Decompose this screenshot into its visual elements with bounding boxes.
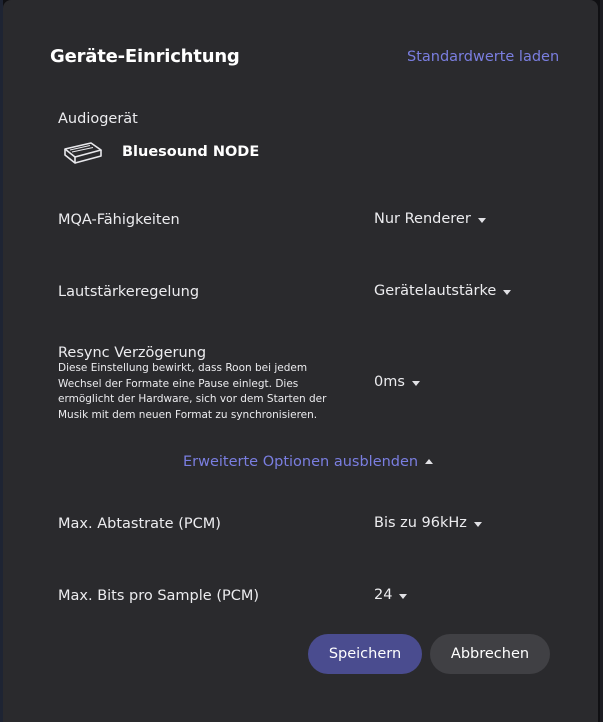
chevron-up-icon [425,459,433,464]
max-bits-dropdown[interactable] [374,587,407,603]
chevron-down-icon [503,290,511,295]
mqa-value: Nur Renderer [374,211,471,227]
cancel-button[interactable]: Abbrechen [430,634,550,674]
max-bits-label: Max. Bits pro Sample (PCM) [58,588,260,604]
max-sample-rate-dropdown[interactable] [374,515,482,531]
resync-delay-value: 0ms [374,374,405,390]
chevron-down-icon [478,218,486,223]
streamer-device-icon [61,138,103,168]
resync-delay-label: Resync Verzögerung [58,345,207,361]
hide-advanced-options-label: Erweiterte Optionen ausblenden [183,454,419,470]
volume-control-value: Gerätelautstärke [374,283,497,299]
settings-scroll-area[interactable] [3,0,598,604]
load-defaults-link[interactable]: Standardwerte laden [407,49,560,65]
resync-delay-dropdown[interactable] [374,374,420,390]
chevron-down-icon [399,594,407,599]
mqa-label: MQA-Fähigkeiten [58,212,180,228]
resync-delay-description: Diese Einstellung bewirkt, dass Roon bei jedem Wechsel der Formate eine Pause einlegt. Dies ermöglicht der Hardware, sich vor dem Starten der Musik mit dem neuen Format zu synchronisieren. [58,362,327,421]
device-setup-dialog [3,0,598,722]
chevron-down-icon [474,522,482,527]
audio-device-label: Audiogerät [58,111,138,127]
max-sample-rate-value: Bis zu 96kHz [374,515,467,531]
volume-control-dropdown[interactable] [374,283,511,299]
chevron-down-icon [412,381,420,386]
dialog-title: Geräte-Einrichtung [50,46,240,67]
save-button[interactable]: Speichern [308,634,422,674]
hide-advanced-options-toggle[interactable] [183,454,433,470]
mqa-dropdown[interactable] [374,211,486,227]
device-name: Bluesound NODE [122,144,260,160]
volume-control-label: Lautstärkeregelung [58,284,200,300]
max-sample-rate-label: Max. Abtastrate (PCM) [58,516,221,532]
max-bits-value: 24 [374,587,393,603]
